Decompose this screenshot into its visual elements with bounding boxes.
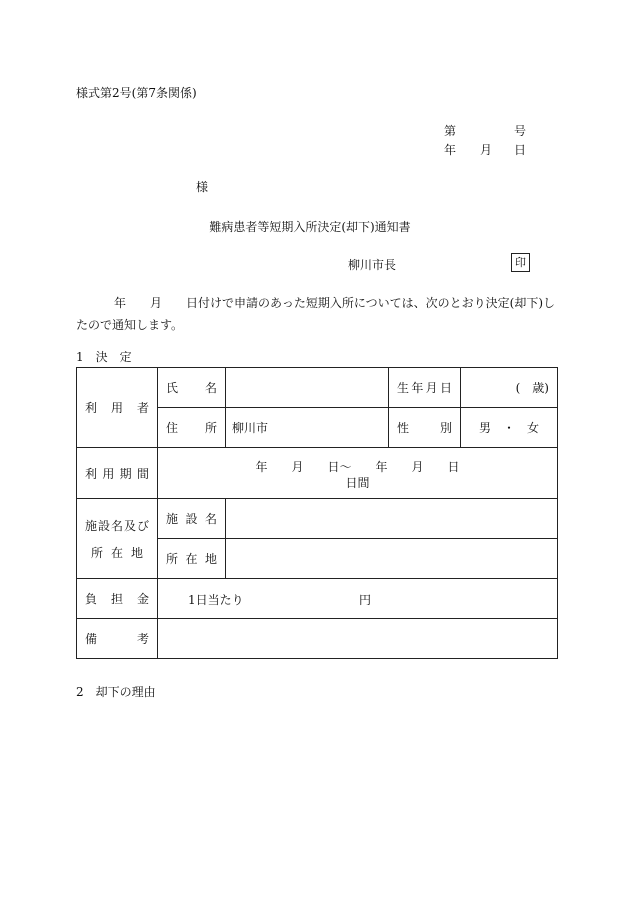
period-label: 利用期間: [77, 448, 158, 499]
charge-label: 負担金: [77, 579, 158, 619]
body-paragraph: [76, 292, 566, 336]
sex-field[interactable]: 男 ・ 女: [461, 408, 558, 448]
facility-group-label-line1: 施設名及び: [85, 518, 149, 533]
body-year: 年: [114, 296, 127, 310]
period-days: 日間: [345, 476, 370, 490]
address-label: 住所: [158, 408, 226, 448]
date-month-label: 月: [480, 143, 493, 157]
issuer-name: 柳川市長: [348, 258, 397, 272]
facility-name-field[interactable]: [226, 499, 558, 539]
charge-unit: 円: [359, 593, 372, 607]
doc-no-suffix: 号: [514, 124, 527, 138]
facility-name-label: 施設名: [158, 499, 226, 539]
seal-mark: 印: [511, 253, 530, 272]
decision-heading: 1 決 定: [76, 350, 132, 364]
remarks-label: 備考: [77, 619, 158, 659]
facility-location-field[interactable]: [226, 539, 558, 579]
document-number: [444, 122, 534, 138]
name-field[interactable]: [226, 368, 389, 408]
birthdate-label: 生年月日: [389, 368, 461, 408]
facility-group-label: [77, 499, 158, 579]
facility-group-label-line2: 所在地: [91, 545, 143, 560]
body-text-rest: 日付けで申請のあった短期入所については、次のとおり決定(却下)したので通知します。: [76, 296, 556, 332]
user-label: 利用者: [77, 368, 158, 448]
facility-location-label: 所在地: [158, 539, 226, 579]
birthdate-field[interactable]: ( 歳): [461, 368, 558, 408]
issue-date: [444, 141, 534, 157]
charge-field[interactable]: [158, 579, 558, 619]
doc-no-prefix: 第: [444, 124, 457, 138]
period-dates: 年 月 日〜 年 月 日: [255, 460, 460, 474]
form-number: 様式第2号(第7条関係): [76, 86, 197, 100]
period-field[interactable]: [158, 448, 558, 499]
date-day-label: 日: [514, 143, 527, 157]
rejection-reason-heading: 2 却下の理由: [76, 685, 156, 699]
document-title-text: 難病患者等短期入所決定(却下)通知書: [209, 220, 411, 234]
remarks-field[interactable]: [158, 619, 558, 659]
charge-per-day: 1日当たり: [188, 593, 244, 607]
date-year-label: 年: [444, 143, 457, 157]
document-title: [0, 218, 630, 235]
address-field[interactable]: 柳川市: [226, 408, 389, 448]
body-month: 月: [150, 296, 163, 310]
sex-label: 性別: [389, 408, 461, 448]
name-label: 氏名: [158, 368, 226, 408]
addressee-honorific: 様: [196, 180, 209, 194]
decision-table: [76, 367, 558, 659]
